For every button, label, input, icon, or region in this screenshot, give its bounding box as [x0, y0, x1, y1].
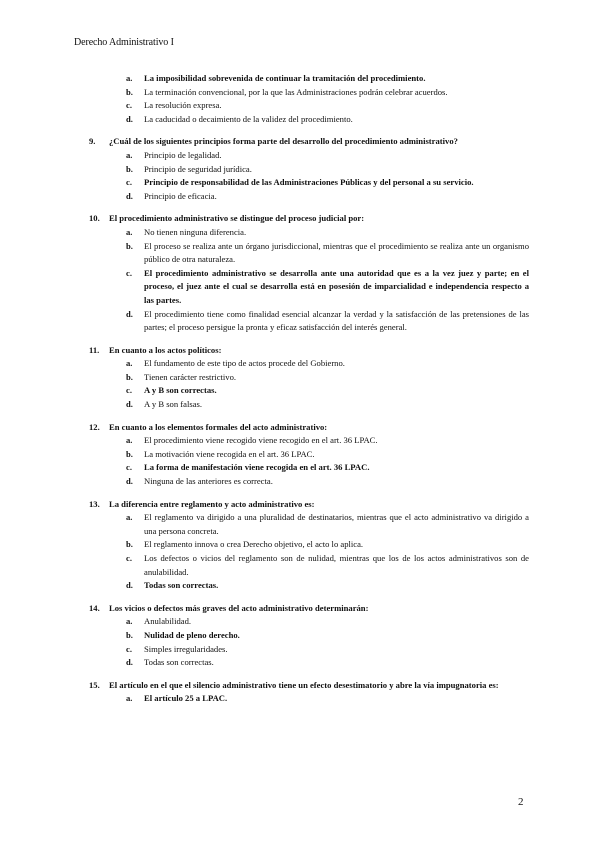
question-block: [89, 679, 529, 706]
document-body: [89, 72, 529, 706]
question-list: [89, 135, 529, 706]
answer-option: [89, 240, 529, 267]
answer-option: [89, 371, 529, 385]
answer-option: [89, 475, 529, 489]
question-number: 9.: [89, 136, 96, 147]
answer-option: [89, 357, 529, 371]
option-letter: b.: [126, 86, 133, 97]
option-text: El proceso se realiza ante un órgano jurisdiccional, mientras que el procedimiento se realiza ante un organismo público de otra naturaleza.: [144, 240, 529, 265]
answer-option: [89, 552, 529, 579]
answer-option: [89, 163, 529, 177]
option-text: Todas son correctas.: [144, 657, 214, 668]
option-letter: d.: [126, 113, 133, 124]
option-text-correct: El artículo 25 a LPAC.: [144, 693, 228, 704]
option-letter: d.: [126, 190, 133, 201]
option-text: El procedimiento tiene como finalidad esencial alcanzar la verdad y la satisfacción de las pretensiones de las partes; el proceso persigue la pronta y eficaz satisfacción del interés general.: [144, 308, 529, 333]
option-letter: b.: [126, 448, 133, 459]
question-text: En cuanto a los actos políticos:: [109, 344, 222, 355]
option-text: No tienen ninguna diferencia.: [144, 226, 247, 237]
answer-option: [89, 72, 529, 86]
answer-option: [89, 398, 529, 412]
answer-option: [89, 538, 529, 552]
option-text-correct: El procedimiento administrativo se desarrolla ante una autoridad que es a la vez juez y parte; en el proceso, el juez ante el cual se desarrolla está en posesión de imparcialidad e independencia respecto a las partes.: [144, 267, 529, 305]
answer-option: [89, 615, 529, 629]
option-letter: c.: [126, 553, 132, 563]
option-letter: a.: [126, 73, 133, 83]
option-text: El reglamento innova o crea Derecho objetivo, el acto lo aplica.: [144, 539, 364, 550]
option-text: La resolución expresa.: [144, 100, 222, 111]
answer-option: [89, 692, 529, 706]
option-text: Ninguna de las anteriores es correcta.: [144, 476, 273, 487]
question-text: El artículo en el que el silencio administrativo tiene un efecto desestimatorio y abre la vía impugnatoria es:: [109, 679, 499, 690]
answer-option: [89, 629, 529, 643]
answer-option: [89, 511, 529, 538]
question-number: 14.: [89, 602, 100, 613]
option-text-correct: Principio de responsabilidad de las Administraciones Públicas y del personal a su servicio.: [144, 177, 474, 188]
option-letter: d.: [126, 657, 133, 668]
question-heading: [89, 135, 529, 149]
option-text: Los defectos o vicios del reglamento son de nulidad, mientras que los de los actos administrativos son de anulabilidad.: [144, 553, 529, 577]
option-text: La terminación convencional, por la que las Administraciones podrán celebrar acuerdos.: [144, 86, 448, 97]
option-text-correct: La forma de manifestación viene recogida en el art. 36 LPAC.: [144, 462, 370, 473]
option-letter: b.: [126, 629, 133, 640]
option-text-correct: A y B son correctas.: [144, 385, 217, 396]
option-letter: c.: [126, 267, 132, 278]
option-text: Anulabilidad.: [144, 616, 192, 627]
option-letter: a.: [126, 435, 133, 446]
question-number: 12.: [89, 421, 100, 432]
option-letter: d.: [126, 580, 133, 591]
option-letter: d.: [126, 399, 133, 410]
answer-option: [89, 226, 529, 240]
option-letter: a.: [126, 512, 133, 523]
option-letter: d.: [126, 308, 133, 319]
running-header: Derecho Administrativo I: [74, 37, 174, 48]
question-block: [89, 344, 529, 412]
answer-option: [89, 434, 529, 448]
answer-option: [89, 461, 529, 475]
question-heading: [89, 679, 529, 693]
option-letter: a.: [126, 358, 133, 369]
option-text-correct: Todas son correctas.: [144, 580, 219, 591]
answer-option: [89, 149, 529, 163]
option-text: A y B son falsas.: [144, 399, 203, 410]
question-text: El procedimiento administrativo se distingue del proceso judicial por:: [109, 213, 365, 224]
answer-option: [89, 176, 529, 190]
question-heading: [89, 421, 529, 435]
option-letter: b.: [126, 371, 133, 382]
option-text: Simples irregularidades.: [144, 643, 228, 654]
question-block: [89, 135, 529, 203]
option-letter: b.: [126, 539, 133, 550]
option-text: Principio de seguridad jurídica.: [144, 163, 252, 174]
answer-option: [89, 113, 529, 127]
option-letter: b.: [126, 163, 133, 174]
option-letter: c.: [126, 643, 132, 654]
question-text: Los vicios o defectos más graves del acto administrativo determinarán:: [109, 602, 369, 613]
question-8-continued-options: [89, 72, 529, 126]
option-letter: d.: [126, 476, 133, 487]
question-heading: [89, 344, 529, 358]
option-letter: b.: [126, 240, 133, 251]
question-text: ¿Cuál de los siguientes principios forma parte del desarrollo del procedimiento administrativo?: [109, 136, 458, 147]
option-text: El reglamento va dirigido a una pluralidad de destinatarios, mientras que el acto administrativo va dirigido a una persona concreta.: [144, 512, 529, 536]
option-letter: a.: [126, 616, 133, 627]
question-number: 11.: [89, 344, 100, 355]
answer-option: [89, 86, 529, 100]
question-block: [89, 421, 529, 489]
answer-option: [89, 267, 529, 308]
question-number: 10.: [89, 213, 100, 224]
page-number: 2: [518, 796, 524, 808]
question-heading: [89, 602, 529, 616]
question-heading: [89, 498, 529, 512]
answer-option: [89, 384, 529, 398]
option-text-correct: La imposibilidad sobrevenida de continuar la tramitación del procedimiento.: [144, 73, 426, 83]
option-letter: a.: [126, 693, 133, 704]
answer-option: [89, 308, 529, 335]
question-number: 15.: [89, 679, 100, 690]
option-text: Principio de eficacia.: [144, 190, 217, 201]
option-letter: c.: [126, 100, 132, 111]
option-text: Principio de legalidad.: [144, 149, 222, 160]
option-letter: c.: [126, 462, 132, 473]
option-text: El fundamento de este tipo de actos procede del Gobierno.: [144, 358, 345, 369]
option-text: Tienen carácter restrictivo.: [144, 371, 237, 382]
option-letter: a.: [126, 226, 133, 237]
question-block: [89, 602, 529, 670]
question-text: La diferencia entre reglamento y acto administrativo es:: [109, 498, 315, 509]
answer-option: [89, 643, 529, 657]
option-text: La motivación viene recogida en el art. 36 LPAC.: [144, 448, 315, 459]
option-text: El procedimiento viene recogido viene recogido en el art. 36 LPAC.: [144, 435, 378, 446]
answer-option: [89, 190, 529, 204]
answer-option: [89, 579, 529, 593]
question-block: [89, 212, 529, 334]
answer-option: [89, 656, 529, 670]
question-text: En cuanto a los elementos formales del acto administrativo:: [109, 421, 328, 432]
question-number: 13.: [89, 498, 100, 509]
option-letter: c.: [126, 177, 132, 188]
answer-option: [89, 448, 529, 462]
option-letter: c.: [126, 385, 132, 396]
question-heading: [89, 212, 529, 226]
option-text: La caducidad o decaimiento de la validez del procedimiento.: [144, 113, 353, 124]
option-text-correct: Nulidad de pleno derecho.: [144, 629, 240, 640]
question-block: [89, 498, 529, 593]
option-letter: a.: [126, 149, 133, 160]
answer-option: [89, 99, 529, 113]
